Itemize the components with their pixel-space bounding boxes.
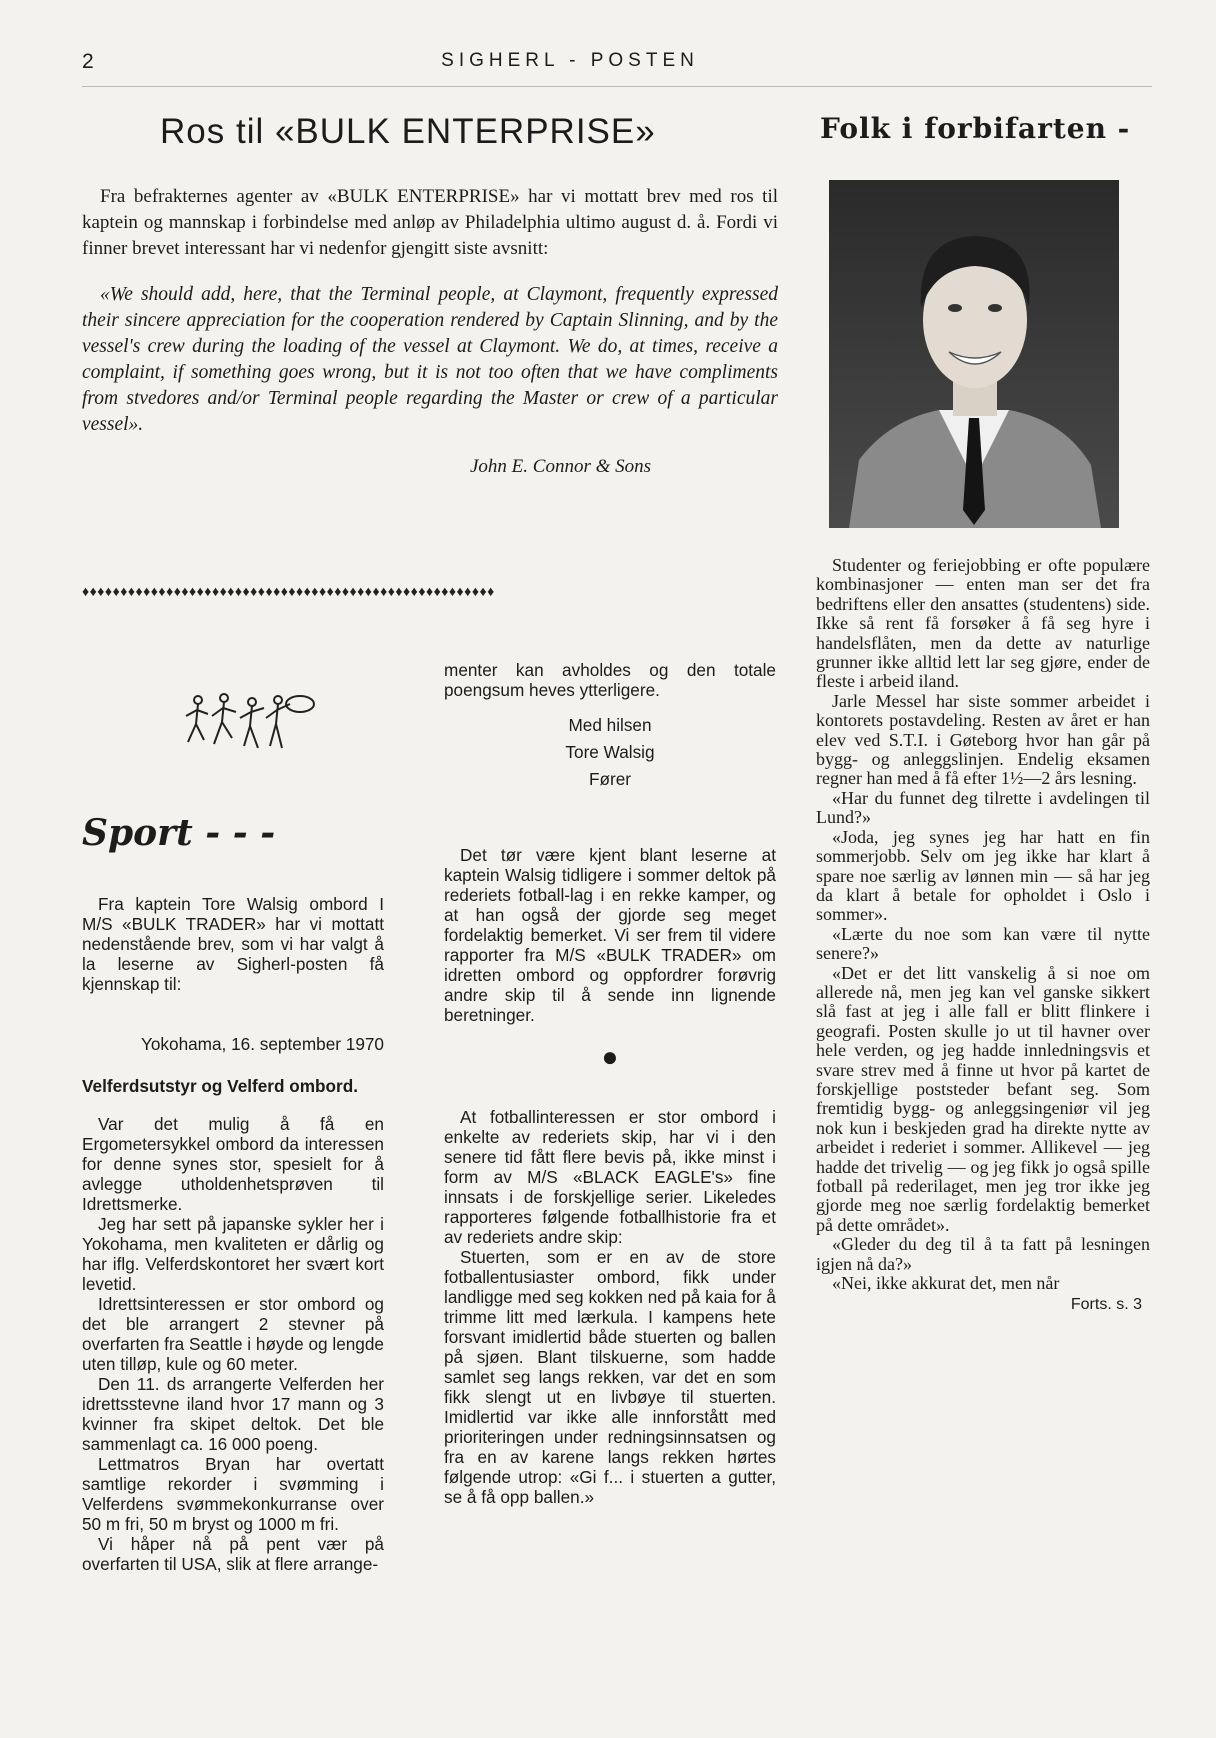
ros-signature: John E. Connor & Sons: [470, 456, 652, 477]
football-paragraph: At fotballinteressen er stor ombord i enkelte av rederiets skip, har vi i den senere tid fått flere bevis på, ikke minst i form av M/S «BLACK EAGLE's» fine innsats i de forskjellige serier. Likeledes rapporteres følgende fotballhistorie fra et av rederiets andre skip:: [444, 1107, 776, 1247]
folk-paragraph: Jarle Messel har siste sommer arbeidet i kontorets postavdeling. Resten av året er han elev ved S.T.I. i Gøteborg hvor han går på bygg- og anleggslinjen. Endelig eksamen regner han med å få efter 1½—2 års lesning.: [816, 690, 1150, 789]
editor-note: Det tør være kjent blant leserne at kaptein Walsig tidligere i sommer deltok på rederiets fotball-lag i en rekke kamper, og at han også der gjorde seg meget fordelaktig bemerket. Vi ser frem til videre rapporter fra M/S «BULK TRADER» om idretten ombord og oppfordrer forøvrig andre skip til å sende inn lignende beretninger.: [444, 845, 776, 1025]
runners-illustration: [180, 690, 320, 765]
letter-subhead: Velferdsutstyr og Velferd ombord.: [82, 1076, 359, 1096]
football-story: [444, 1107, 776, 1507]
letter-dateline: Yokohama, 16. september 1970: [140, 1034, 384, 1054]
publication-title: SIGHERL - POSTEN: [441, 50, 699, 71]
folk-column: [816, 556, 1150, 1315]
page-number: 2: [82, 50, 94, 73]
folk-paragraph: «Nei, ikke akkurat det, men når: [832, 1273, 1060, 1294]
letter-body: [82, 1114, 384, 1574]
sport-heading: Sport - - -: [82, 812, 276, 854]
sport-intro: Fra kaptein Tore Walsig ombord I M/S «BULK TRADER» har vi mottatt nedenstående brev, som vi har valgt å la leserne av Sigherl-posten få kjennskap til:: [82, 894, 384, 994]
runners-icon: [180, 690, 320, 760]
ros-article: [82, 184, 778, 478]
letter-paragraph: Jeg har sett på japanske sykler her i Yokohama, men kvaliteten er dårlig og har iflg. Velferdskontoret her svært kort levetid.: [82, 1214, 384, 1294]
folk-headline: Folk i forbifarten -: [820, 112, 1131, 145]
folk-paragraph: Studenter og feriejobbing er ofte populære kombinasjoner — enten man ser det fra bedriftens eller den ansattes (studentens) side. Ikke så rent få forsøker å få seg hyre i handelsflåten, men da dette av naturlige grunner ikke alltid lett lar seg gjøre, ender de fleste i arbeid iland.: [816, 555, 1150, 692]
letter-paragraph: Vi håper nå på pent vær på overfarten til USA, slik at flere arrange-: [82, 1534, 384, 1574]
letter-paragraph: Den 11. ds arrangerte Velferden her idrettsstevne iland hvor 17 mann og 3 kvinner fra skipet deltok. Det ble sammenlagt ca. 16 000 poeng.: [82, 1374, 384, 1454]
ros-intro: Fra befrakternes agenter av «BULK ENTERPRISE» har vi mottatt brev med ros til kaptein og mannskap i forbindelse med anløp av Philadelphia ultimo august d. å. Fordi vi finner brevet interessant har vi nedenfor gjengitt siste avsnitt:: [82, 186, 778, 259]
football-paragraph: Stuerten, som er en av de store fotballentusiaster ombord, fikk under landligge med seg kokken ned på kaia for å trimme litt med lærkula. I kampens hete forsvant imidlertid både stuerten og ballen på sjøen. Blant tilskuerne, som hadde samlet seg langs rekken, var det en som fikk slengt ut en livbøye til stuerten. Imidlertid var ikke alle innforstått med prioriteringen under redningsinnsatsen og fra en av karene langs rekken hørtes følgende utrop: «Gi f... i stuerten a gutter, se å få opp ballen.»: [444, 1247, 776, 1507]
diamond-divider: ♦♦♦♦♦♦♦♦♦♦♦♦♦♦♦♦♦♦♦♦♦♦♦♦♦♦♦♦♦♦♦♦♦♦♦♦♦♦♦♦♦♦♦♦♦♦♦♦♦♦♦♦♦♦: [82, 585, 495, 600]
letter-continuation: menter kan avholdes og den totale poengsum heves ytterligere.: [444, 660, 776, 700]
folk-paragraph: «Lærte du noe som kan være til nytte senere?»: [816, 923, 1150, 964]
closing-greeting: Med hilsen: [568, 715, 652, 735]
letter-paragraph: Lettmatros Bryan har overtatt samtlige rekorder i svømming i Velferdens svømmekonkurranse over 50 m fri, 50 m bryst og 1000 m fri.: [82, 1454, 384, 1534]
continued-note: Forts. s. 3: [1070, 1296, 1142, 1314]
header-rule: [82, 86, 1152, 87]
ros-quote: «We should add, here, that the Terminal people, at Claymont, frequently expressed their sincere appreciation for the cooperation rendered by Captain Slinning, and by the vessel's crew during the loading of the vessel at Claymont. We do, at times, receive a complaint, if something goes wrong, but it is not too often that we have compliments from stvedores and/or Terminal people regarding the Master or crew of a particular vessel».: [82, 284, 778, 435]
closing-name: Tore Walsig: [565, 742, 655, 762]
portrait-photo: [829, 180, 1119, 528]
section-bullet: ●: [601, 1041, 619, 1072]
folk-paragraph: «Joda, jeg synes jeg har hatt en fin sommerjobb. Selv om jeg ikke har klart å spare noe særlig av lønnen min — så har jeg da klart å betale for opholdet i Oslo i sommer».: [816, 826, 1150, 925]
sport-column-1: [82, 894, 384, 1574]
portrait-illustration: [829, 180, 1119, 528]
closing-title: Fører: [588, 769, 631, 789]
letter-closing: [444, 712, 776, 793]
folk-paragraph: «Gleder du deg til å ta fatt på lesningen igjen nå da?»: [816, 1234, 1150, 1274]
ros-headline: Ros til «BULK ENTERPRISE»: [160, 112, 656, 151]
folk-paragraph: «Har du funnet deg tilrette i avdelingen til Lund?»: [816, 787, 1150, 828]
letter-paragraph: Idrettsinteressen er stor ombord og det ble arrangert 2 stevner på overfarten fra Seattle i høyde og lengde uten tilløp, kule og 60 meter.: [82, 1294, 384, 1374]
folk-paragraph: «Det er det litt vanskelig å si noe om allerede nå, men jeg kan vel ganske sikkert slå fast at jeg i alle fall er blitt flinkere i geografi. Posten skulle jo ut til havner over hele verden, og jeg hadde innledningsvis et svare strev med å finne ut hvor på kartet de forskjellige poststeder befant seg. Som fremtidig bygg- og anleggsingeniør vil jeg nok kun i beskjeden grad ha direkte nytte av arbeidet i rederiet i sommer. Allikevel — jeg hadde det trivelig — og jeg fikk jo også spille fotball på rederilaget, men jeg tror ikke jeg gjorde meg noe særlig fordelaktig bemerket på dette området».: [816, 962, 1150, 1235]
sport-column-2: [444, 660, 776, 1507]
letter-paragraph: Var det mulig å få en Ergometersykkel ombord da interessen for denne synes stor, spesielt for å avlegge utholdenhetsprøven til Idrettsmerke.: [82, 1114, 384, 1214]
